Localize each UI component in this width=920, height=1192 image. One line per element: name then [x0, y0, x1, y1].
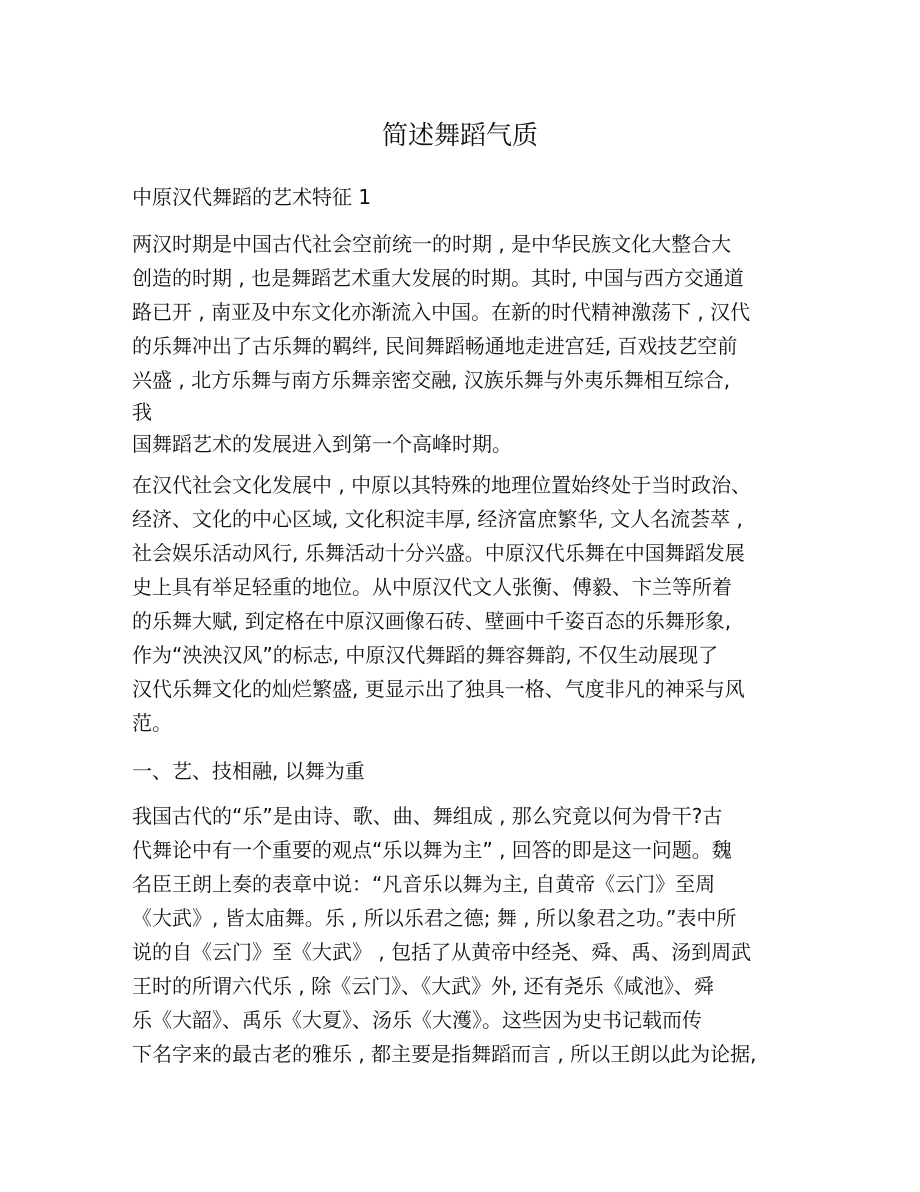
- paragraph-3: [132, 799, 812, 1071]
- paragraph-line: 名臣王朗上奏的表章中说：“凡音乐以舞为主, 自黄帝《云门》至周: [132, 872, 716, 896]
- paragraph-line: 乐《大韶》、禹乐《大夏》、汤乐《大濩》。这些因为史书记载而传: [132, 1008, 702, 1032]
- document-title: 简述舞蹈气质: [381, 121, 538, 151]
- section-heading-1: 中原汉代舞蹈的艺术特征 1: [132, 185, 372, 209]
- paragraph-line: 作为“泱泱汉风”的标志, 中原汉代舞蹈的舞容舞韵, 不仅生动展现了: [132, 643, 719, 667]
- paragraph-line: 我国古代的“乐”是由诗、歌、曲、舞组成 , 那么究竟以何为骨干?古: [132, 804, 723, 828]
- paragraph-line: 经济、文化的中心区域, 文化积淀丰厚, 经济富庶繁华, 文人名流荟萃 ,: [132, 507, 743, 531]
- paragraph-line: 国舞蹈艺术的发展进入到第一个高峰时期。: [132, 432, 512, 456]
- paragraph-1: [132, 227, 812, 461]
- paragraph-line: 兴盛 , 北方乐舞与南方乐舞亲密交融, 汉族乐舞与外夷乐舞相互综合,: [132, 368, 731, 392]
- paragraph-line: 汉代乐舞文化的灿烂繁盛, 更显示出了独具一格、气度非凡的神采与风: [132, 677, 745, 701]
- paragraph-line: 社会娱乐活动风行, 乐舞活动十分兴盛。中原汉代乐舞在中国舞蹈发展: [132, 541, 745, 565]
- paragraph-line: 创造的时期 , 也是舞蹈艺术重大发展的时期。其时, 中国与西方交通道: [132, 266, 744, 290]
- paragraph-2: [132, 468, 812, 740]
- paragraph-line: 王时的所谓六代乐 , 除《云门》、《大武》外, 还有尧乐《咸池》、舜: [132, 974, 714, 998]
- paragraph-line: 路已开 , 南亚及中东文化亦渐流入中国。在新的时代精神激荡下 , 汉代: [132, 300, 751, 324]
- paragraph-line: 下名字来的最古老的雅乐 , 都主要是指舞蹈而言 , 所以王朗以此为论据,: [132, 1042, 757, 1066]
- paragraph-line: 说的自《云门》至《大武》 , 包括了从黄帝中经尧、舜、禹、汤到周武: [132, 940, 752, 964]
- paragraph-line: 史上具有举足轻重的地位。从中原汉代文人张衡、傅毅、卞兰等所着: [132, 575, 732, 599]
- paragraph-line: 的乐舞冲出了古乐舞的羁绊, 民间舞蹈畅通地走进宫廷, 百戏技艺空前: [132, 334, 738, 358]
- paragraph-line: 两汉时期是中国古代社会空前统一的时期 , 是中华民族文化大整合大: [132, 232, 732, 256]
- section-heading-2: 一、艺、技相融, 以舞为重: [132, 759, 365, 783]
- paragraph-line: 范。: [132, 711, 172, 735]
- paragraph-line: 《大武》, 皆太庙舞。乐 , 所以乐君之德; 舞 , 所以象君之功。”表中所: [132, 906, 737, 930]
- paragraph-line: 的乐舞大赋, 到定格在中原汉画像石砖、壁画中千姿百态的乐舞形象,: [132, 609, 732, 633]
- paragraph-line: 代舞论中有一个重要的观点“乐以舞为主” , 回答的即是这一问题。魏: [132, 838, 732, 862]
- paragraph-line: 我: [132, 400, 152, 424]
- paragraph-line: 在汉代社会文化发展中 , 中原以其特殊的地理位置始终处于当时政治、: [132, 473, 752, 497]
